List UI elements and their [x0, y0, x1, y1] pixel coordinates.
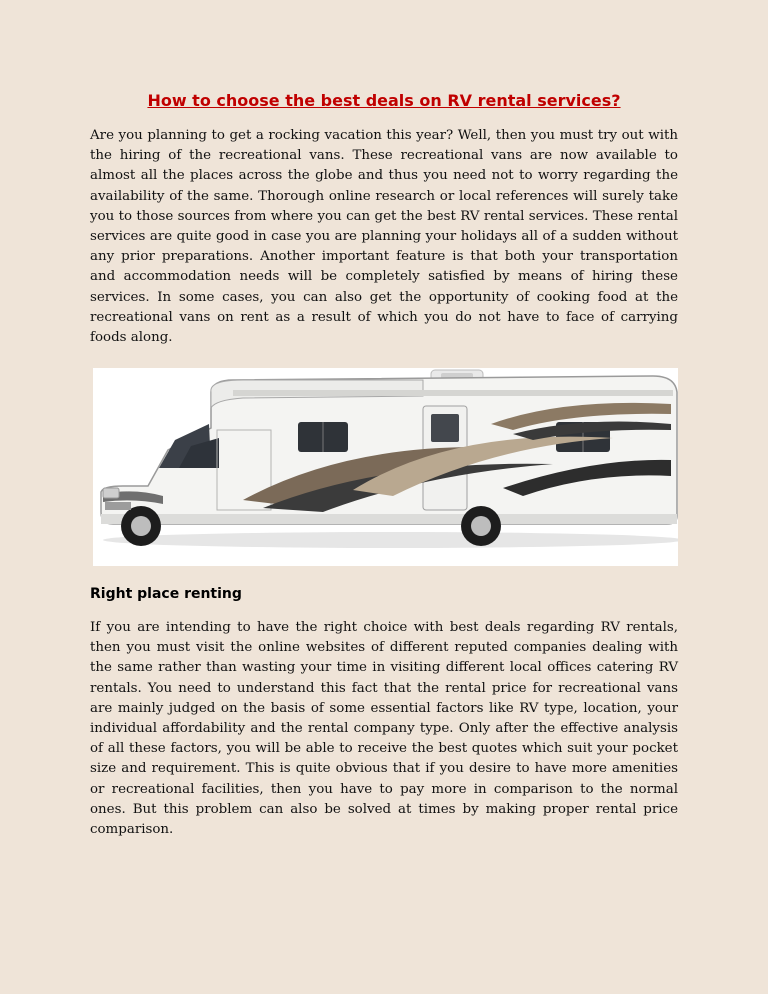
rv-image — [93, 368, 678, 566]
section-paragraph: If you are intending to have the right choice with best deals regarding RV rentals, then you must visit the online websites of different reputed companies dealing with the same rather than wasting your time in visiting different local offices catering RV rentals. You need to understand this fact that the rental price for recreational vans are mainly judged on the basis of some essential factors like RV type, location, your individual affordability and the rental company type. Only after the effective analysis of all these factors, you will be able to receive the best quotes which suit your pocket size and requirement. This is quite obvious that if you desire to have more amenities or recreational facilities, then you have to pay more in comparison to the normal ones. But this problem can also be solved at times by making proper rental price comparison. — [90, 620, 678, 838]
intro-paragraph: Are you planning to get a rocking vacation this year? Well, then you must try out with the hiring of the recreational vans. These recreational vans are now available to almost all the places across the globe and thus you need not to worry regarding the availability of the same. Thorough online research or local references will surely take you to those sources from where you can get the best RV rental services. These rental services are quite good in case you are planning your holidays all of a sudden without any prior preparations. Another important feature is that both your transportation and accommodation needs will be completely satisfied by means of hiring these services. In some cases, you can also get the opportunity of cooking food at the recreational vans on rent as a result of which you do not have to face of carrying foods along. — [90, 128, 678, 346]
section-heading: Right place renting — [90, 586, 242, 602]
document-title: How to choose the best deals on RV rental services? — [147, 91, 621, 110]
rv-motorhome-photo-icon — [93, 368, 678, 566]
